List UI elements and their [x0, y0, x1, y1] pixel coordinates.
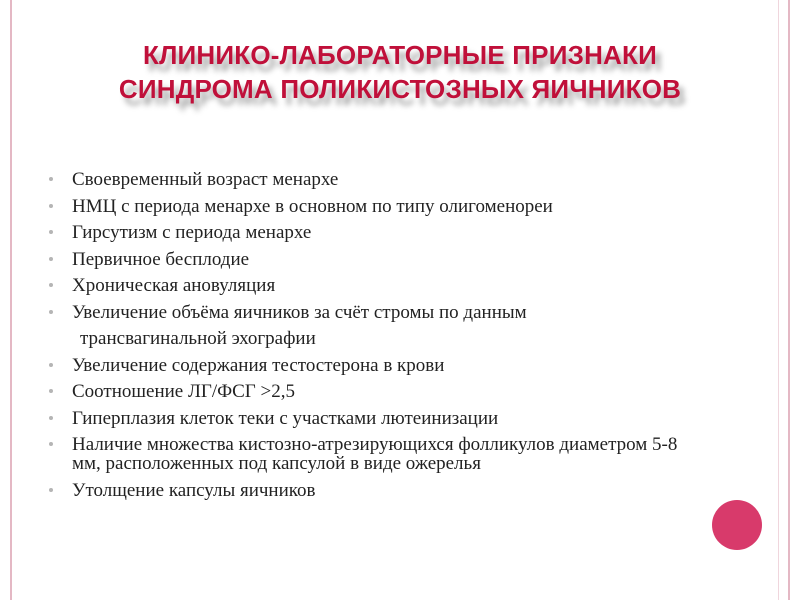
bullet-dot-icon	[49, 257, 53, 261]
bullet-dot-icon	[49, 283, 53, 287]
bullet-dot-icon	[49, 488, 53, 492]
list-item-text: Хроническая ановуляция	[72, 275, 276, 296]
bullet-dot-icon	[49, 389, 53, 393]
list-item	[46, 382, 686, 401]
slide-title-line-1: КЛИНИКО-ЛАБОРАТОРНЫЕ ПРИЗНАКИ	[143, 40, 657, 70]
list-item	[46, 170, 686, 189]
bullet-dot-icon	[49, 177, 53, 181]
list-item-text: Своевременный возраст менархе	[72, 169, 339, 190]
list-item-text: НМЦ с периода менархе в основном по типу олигоменореи	[72, 195, 553, 217]
list-item	[46, 409, 686, 428]
list-item	[46, 356, 686, 375]
bullet-dot-icon	[49, 416, 53, 420]
decorative-circle-icon	[712, 500, 762, 550]
slide-title	[60, 38, 740, 106]
list-item-text: Наличие множества кистозно-атрезирующихся фолликулов диаметром 5-8 мм, расположенных под капсулой в виде ожерелья	[72, 434, 678, 474]
bullet-dot-icon	[49, 363, 53, 367]
list-item	[46, 481, 686, 500]
bullet-dot-icon	[49, 310, 53, 314]
list-item-text: Гиперплазия клеток теки с участками лютеинизации	[72, 407, 499, 429]
slide-title-line-2: СИНДРОМА ПОЛИКИСТОЗНЫХ ЯИЧНИКОВ	[118, 74, 682, 104]
list-item-text: Увеличение объёма яичников за счёт стромы по данным	[72, 301, 527, 323]
list-item-text: Соотношение ЛГ/ФСГ >2,5	[72, 381, 296, 402]
list-item-text: Гирсутизм с периода менархе	[72, 222, 312, 243]
list-item	[46, 276, 686, 295]
list-item-continuation	[46, 329, 686, 348]
list-item-text: Увеличение содержания тестостерона в крови	[72, 354, 445, 376]
list-item	[46, 435, 686, 473]
list-item-text: трансвагинальной эхографии	[80, 328, 316, 349]
list-item-text: Утолщение капсулы яичников	[72, 479, 316, 501]
list-item	[46, 223, 686, 242]
list-item	[46, 250, 686, 269]
left-border-line	[10, 0, 12, 600]
right-border-inner-line	[778, 0, 779, 600]
right-border-outer-line	[788, 0, 790, 600]
bullet-dot-icon	[49, 204, 53, 208]
bullet-dot-icon	[49, 230, 53, 234]
list-item	[46, 197, 686, 216]
findings-list	[46, 170, 686, 507]
list-item	[46, 303, 686, 322]
list-item-text: Первичное бесплодие	[72, 248, 250, 270]
bullet-dot-icon	[49, 442, 53, 446]
